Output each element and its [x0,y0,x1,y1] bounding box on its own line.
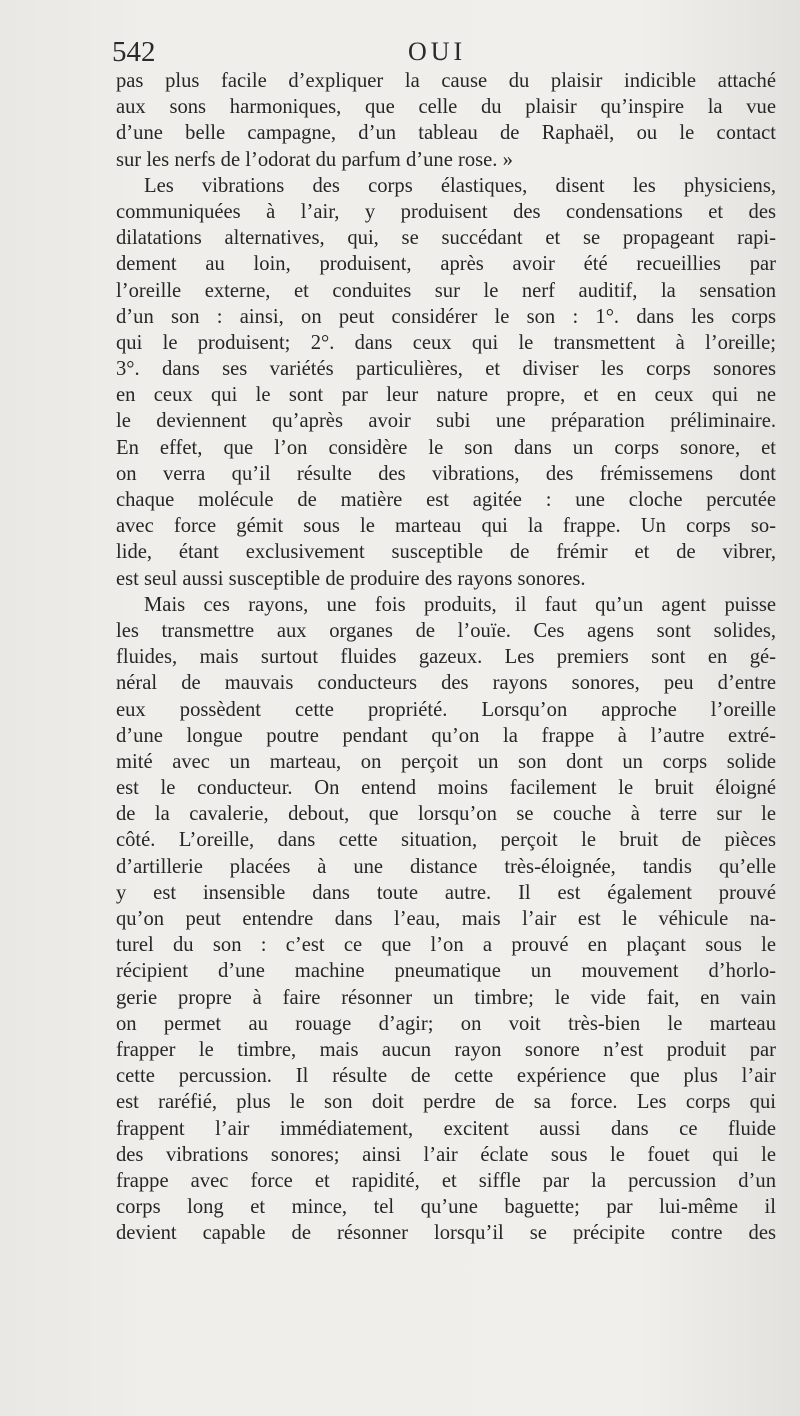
text-line: l’oreille externe, et conduites sur le nerf auditif, la sensation [116,279,776,302]
text-line: d’artillerie placées à une distance très-éloignée, tandis qu’elle [116,855,776,878]
text-line: y est insensible dans toute autre. Il est également prouvé [116,881,776,904]
text-line: on verra qu’il résulte des vibrations, des frémissemens dont [116,462,776,485]
text-line: frappe avec force et rapidité, et siffle par la percussion d’un [116,1169,776,1192]
text-line: 3°. dans ses variétés particulières, et diviser les corps sonores [116,358,776,381]
text-line: d’un son : ainsi, on peut considérer le son : 1°. dans les corps [116,305,776,328]
text-line: Les vibrations des corps élastiques, disent les physiciens, [144,174,776,197]
text-line: fluides, mais surtout fluides gazeux. Les premiers sont en gé- [116,646,776,669]
text-line: est raréfié, plus le son doit perdre de sa force. Les corps qui [116,1091,776,1114]
text-line: on permet au rouage d’agir; on voit très-bien le marteau [116,1012,776,1035]
text-line: dilatations alternatives, qui, se succédant et se propageant rapi- [116,227,776,250]
text-line: eux possèdent cette propriété. Lorsqu’on approche l’oreille [116,698,776,721]
text-line: d’une longue poutre pendant qu’on la frappe à l’autre extré- [116,724,776,747]
text-line: qui le produisent; 2°. dans ceux qui le transmettent à l’oreille; [116,331,776,354]
text-line: Mais ces rayons, une fois produits, il faut qu’un agent puisse [144,593,776,616]
text-line: turel du son : c’est ce que l’on a prouvé en plaçant sous le [116,934,776,957]
text-line: d’une belle campagne, d’un tableau de Raphaël, ou le contact [116,122,776,145]
text-line: néral de mauvais conducteurs des rayons sonores, peu d’entre [116,672,776,695]
text-line: lide, étant exclusivement susceptible de frémir et de vibrer, [116,541,776,564]
text-line: qu’on peut entendre dans l’eau, mais l’air est le véhicule na- [116,908,776,930]
text-line: des vibrations sonores; ainsi l’air éclate sous le fouet qui le [116,1143,776,1166]
text-line: En effet, que l’on considère le son dans un corps sonore, et [116,436,776,459]
paragraph [116,173,776,592]
text-line: frapper le timbre, mais aucun rayon sonore n’est produit par [116,1038,776,1061]
text-line: en ceux qui le sont par leur nature propre, et en ceux qui ne [116,384,776,407]
text-line: côté. L’oreille, dans cette situation, perçoit le bruit de pièces [116,829,776,852]
text-line: pas plus facile d’expliquer la cause du plaisir indicible attaché [116,70,776,92]
text-line: récipient d’une machine pneumatique un mouvement d’horlo- [116,960,776,983]
text-line: sur les nerfs de l’odorat du parfum d’une rose. » [116,148,513,171]
text-line: gerie propre à faire résonner un timbre; le vide fait, en vain [116,986,776,1009]
text-line: frappent l’air immédiatement, excitent aussi dans ce fluide [116,1117,776,1140]
running-head: OUI [408,37,467,66]
text-line: est seul aussi susceptible de produire des rayons sonores. [116,567,586,590]
text-line: communiquées à l’air, y produisent des condensations et des [116,200,776,223]
text-line: cette percussion. Il résulte de cette expérience que plus l’air [116,1065,776,1088]
text-line: aux sons harmoniques, que celle du plaisir qu’inspire la vue [116,96,776,119]
text-line: chaque molécule de matière est agitée : une cloche percutée [116,489,776,511]
paragraph [116,68,776,173]
text-line: dement au loin, produisent, après avoir été recueillies par [116,253,776,276]
text-line: avec force gémit sous le marteau qui la frappe. Un corps so- [116,515,776,538]
text-line: mité avec un marteau, on perçoit un son dont un corps solide [116,750,776,773]
paragraph [116,592,776,1247]
text-line: est le conducteur. On entend moins facilement le bruit éloigné [116,777,776,800]
page-number: 542 [112,36,156,68]
body-text [116,68,776,1246]
text-line: les transmettre aux organes de l’ouïe. Ces agens sont solides, [116,619,776,642]
text-line: corps long et mince, tel qu’une baguette; par lui-même il [116,1196,776,1219]
text-line: devient capable de résonner lorsqu’il se précipite contre des [116,1222,776,1245]
text-line: de la cavalerie, debout, que lorsqu’on se couche à terre sur le [116,803,776,826]
text-line: le deviennent qu’après avoir subi une préparation préliminaire. [116,410,776,433]
